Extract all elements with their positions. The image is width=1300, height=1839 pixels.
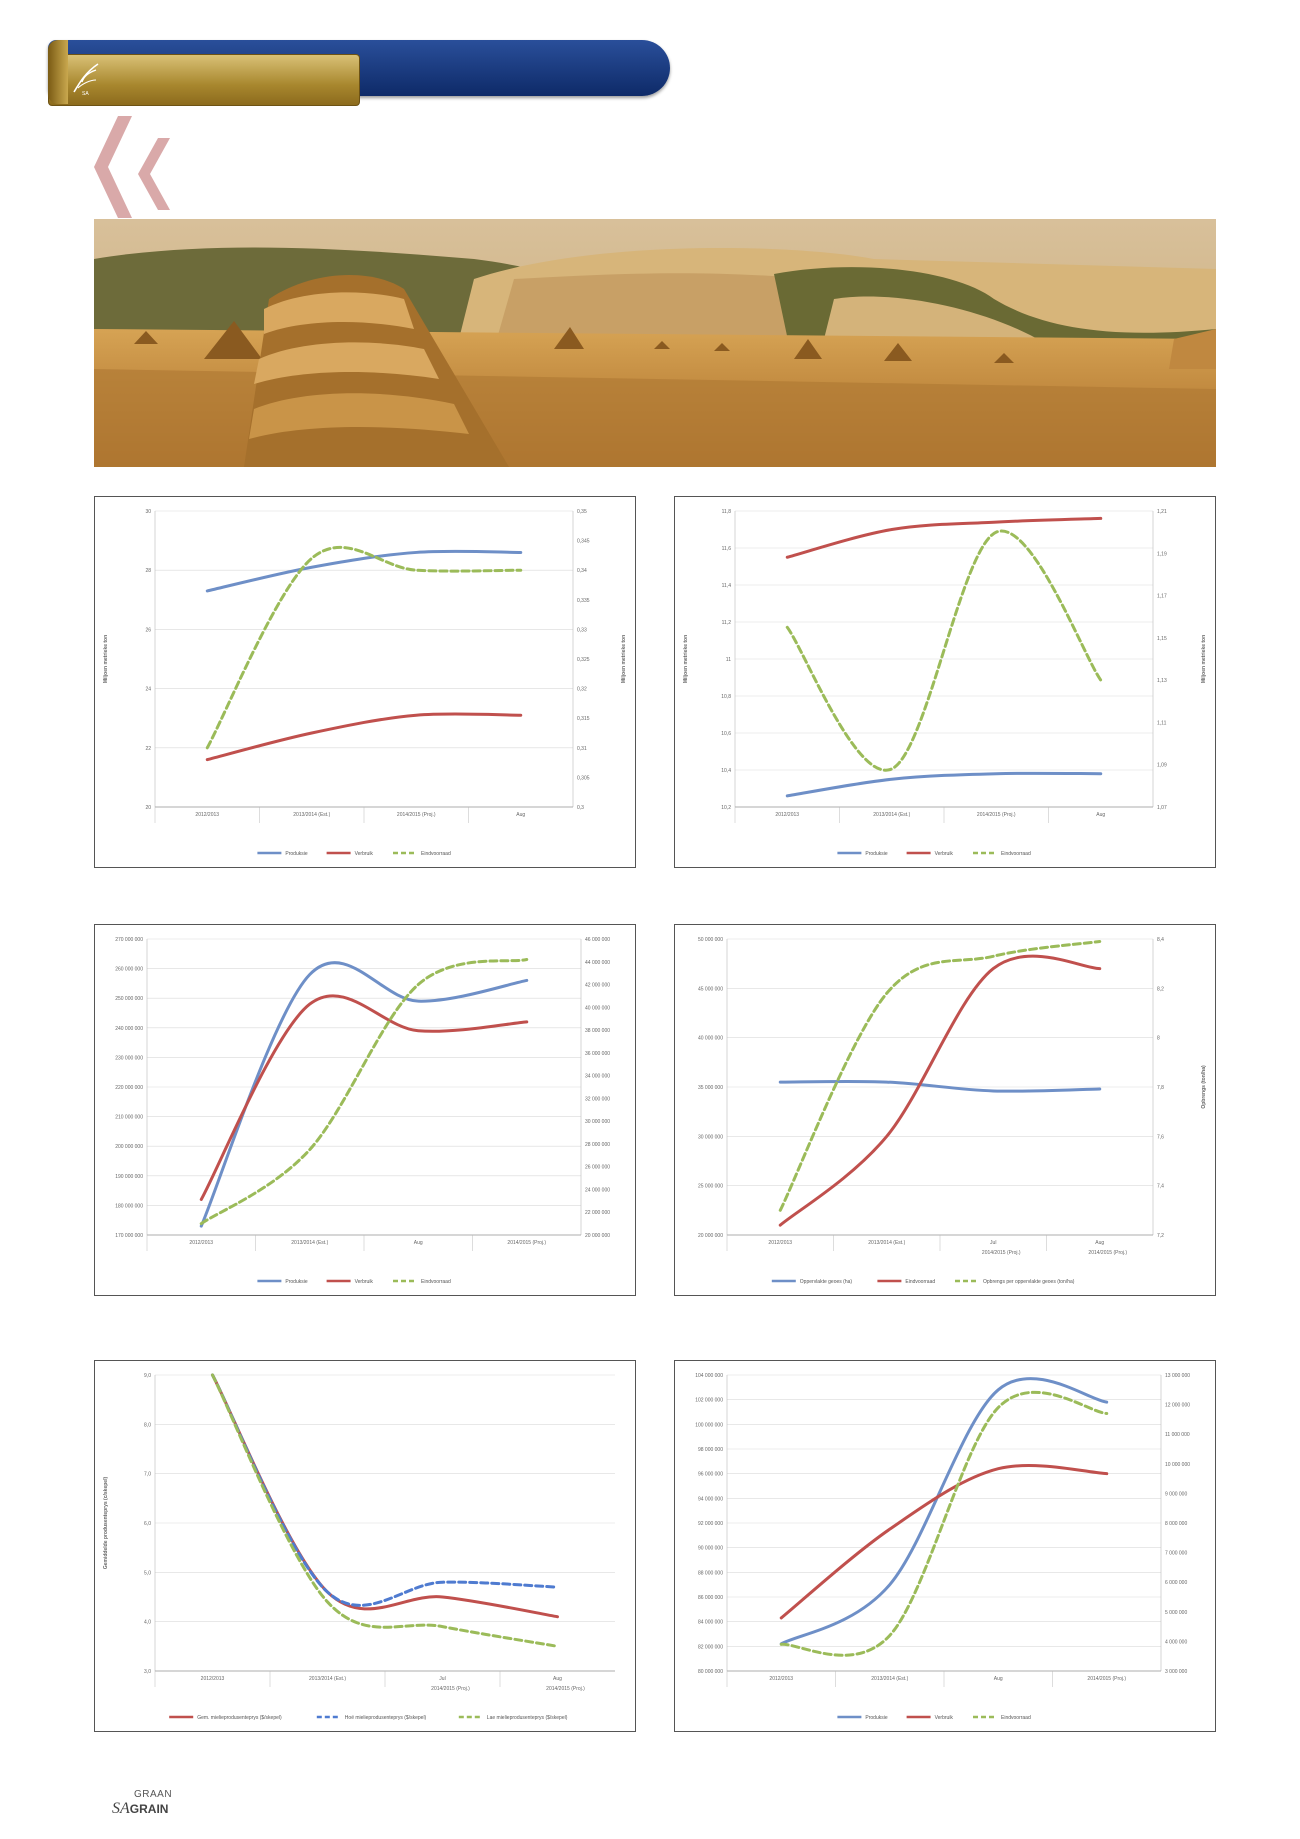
- legend-label: Oppervlakte geoes (ha): [799, 1279, 853, 1285]
- legend-label: Produksie: [285, 851, 308, 857]
- x-tick-label: Aug: [516, 812, 526, 818]
- y-right-tick-label: 40 000 000: [585, 1005, 611, 1012]
- x-tick-label: Aug: [553, 1676, 562, 1682]
- y-left-tick-label: 88 000 000: [697, 1570, 723, 1577]
- line-chart-6: [675, 1361, 1215, 1731]
- x-tick-label: 2012/2013: [195, 812, 220, 818]
- y-left-tick-label: 3,0: [144, 1669, 151, 1675]
- x-tick-sublabel: 2014/2015 (Proj.): [431, 1686, 470, 1692]
- x-tick-sublabel: 2014/2015 (Proj.): [981, 1250, 1021, 1256]
- x-tick-label: 2013/2014 (Est.): [291, 1240, 329, 1246]
- y-left-tick-label: 100 000 000: [695, 1422, 723, 1429]
- x-tick-label: Jul: [990, 1240, 997, 1246]
- legend-label: Eindvoorraad: [421, 851, 451, 857]
- y-right-tick-label: 1,13: [1157, 678, 1167, 685]
- series-line-2: [781, 1465, 1107, 1617]
- y-right-tick-label: 0,3: [577, 805, 584, 811]
- x-tick-label: 2012/2013: [200, 1676, 225, 1682]
- x-tick-label: 2013/2014 (Est.): [868, 1240, 906, 1246]
- y-right-tick-label: 46 000 000: [585, 937, 611, 943]
- y-left-tick-label: 82 000 000: [697, 1644, 723, 1651]
- y-left-tick-label: 11,8: [721, 509, 731, 515]
- series-line-2: [787, 518, 1101, 557]
- x-tick-label: Aug: [413, 1240, 423, 1246]
- y-left-tick-label: 50 000 000: [697, 937, 723, 943]
- y-right-axis-label: Miljoen metrieke ton: [621, 634, 627, 684]
- y-left-tick-label: 10,8: [721, 694, 731, 700]
- wheat-logo-icon: [68, 58, 104, 98]
- series-line-1: [780, 1081, 1100, 1091]
- y-right-tick-label: 1,07: [1157, 805, 1167, 811]
- y-left-tick-label: 11: [725, 657, 731, 663]
- chart-panel-4: [674, 924, 1216, 1296]
- x-tick-sublabel: 2014/2015 (Proj.): [546, 1686, 585, 1692]
- y-left-tick-label: 210 000 000: [115, 1114, 143, 1121]
- y-left-tick-label: 11,4: [721, 583, 731, 589]
- y-right-tick-label: 1,21: [1157, 509, 1167, 515]
- y-right-tick-label: 0,35: [577, 509, 587, 515]
- y-right-tick-label: 32 000 000: [585, 1096, 611, 1103]
- y-left-tick-label: 250 000 000: [115, 996, 143, 1003]
- y-right-tick-label: 38 000 000: [585, 1028, 611, 1035]
- y-right-tick-label: 8: [1157, 1035, 1160, 1042]
- x-tick-label: 2012/2013: [189, 1240, 214, 1246]
- y-right-tick-label: 1,09: [1157, 762, 1167, 769]
- line-chart-2: [675, 497, 1215, 867]
- legend-label: Lae mielieprodusenteprys ($/skepel): [486, 1715, 568, 1721]
- footer-logo-line1: GRAAN: [134, 1789, 173, 1800]
- y-left-tick-label: 10,6: [721, 731, 731, 737]
- series-line-3: [207, 547, 521, 747]
- legend-label: Eindvoorraad: [421, 1279, 451, 1285]
- y-left-tick-label: 35 000 000: [697, 1085, 723, 1091]
- chart-panel-2: [674, 496, 1216, 868]
- y-right-tick-label: 3 000 000: [1165, 1669, 1188, 1675]
- x-tick-label: 2014/2015 (Proj.): [976, 812, 1016, 818]
- chart-panel-1: [94, 496, 636, 868]
- sa-grain-logo: [112, 1789, 192, 1819]
- y-right-tick-label: 7,4: [1157, 1183, 1164, 1190]
- y-right-tick-label: 36 000 000: [585, 1050, 611, 1057]
- y-left-tick-label: 30: [145, 509, 151, 515]
- legend-label: Opbrengs per oppervlakte geoes (ton/ha): [983, 1279, 1075, 1285]
- y-left-tick-label: 260 000 000: [115, 966, 143, 973]
- series-line-3: [780, 941, 1100, 1210]
- y-left-tick-label: 25 000 000: [697, 1183, 723, 1190]
- y-right-tick-label: 30 000 000: [585, 1119, 611, 1126]
- y-right-tick-label: 6 000 000: [1165, 1580, 1188, 1587]
- legend-label: Eindvoorraad: [1001, 851, 1031, 857]
- x-tick-label: Jul: [439, 1676, 446, 1682]
- line-chart-5: [95, 1361, 635, 1731]
- y-right-tick-label: 1,11: [1157, 720, 1167, 727]
- legend-label: Verbruik: [934, 851, 953, 857]
- y-left-tick-label: 5,0: [144, 1570, 151, 1577]
- header-banner-curl: [48, 40, 68, 104]
- legend-label: Verbruik: [354, 851, 373, 857]
- y-left-tick-label: 220 000 000: [115, 1085, 143, 1091]
- y-right-tick-label: 42 000 000: [585, 982, 611, 989]
- svg-text:SA: SA: [82, 91, 89, 97]
- legend-label: Hoë mielieprodusenteprys ($/skepel): [344, 1715, 427, 1721]
- y-right-tick-label: 9 000 000: [1165, 1491, 1188, 1498]
- series-line-3: [787, 531, 1101, 770]
- chart-panel-3: [94, 924, 636, 1296]
- legend-label: Produksie: [865, 851, 888, 857]
- x-tick-label: 2013/2014 (Est.): [873, 812, 911, 818]
- y-right-tick-label: 10 000 000: [1165, 1461, 1191, 1468]
- y-right-axis-label: Opbrengs (ton/ha): [1201, 1065, 1207, 1109]
- series-line-1: [787, 773, 1101, 796]
- y-left-tick-label: 45 000 000: [697, 986, 723, 993]
- y-left-tick-label: 10,4: [721, 768, 731, 774]
- y-right-tick-label: 1,17: [1157, 593, 1167, 600]
- series-line-3: [781, 1392, 1107, 1655]
- y-left-tick-label: 230 000 000: [115, 1055, 143, 1062]
- y-left-axis-label: Miljoen metrieke ton: [683, 634, 689, 684]
- y-left-tick-label: 40 000 000: [697, 1035, 723, 1042]
- y-right-tick-label: 5 000 000: [1165, 1609, 1188, 1616]
- series-line-1: [781, 1379, 1107, 1644]
- y-right-axis-label: Miljoen metrieke ton: [1201, 634, 1207, 684]
- y-left-tick-label: 180 000 000: [115, 1203, 143, 1210]
- y-left-tick-label: 28: [145, 568, 151, 575]
- y-right-tick-label: 0,32: [577, 686, 587, 693]
- y-left-tick-label: 30 000 000: [697, 1134, 723, 1141]
- y-left-tick-label: 92 000 000: [697, 1521, 723, 1527]
- x-tick-label: 2012/2013: [769, 1676, 794, 1682]
- y-right-tick-label: 0,315: [577, 716, 590, 723]
- y-right-tick-label: 0,33: [577, 627, 587, 634]
- y-right-tick-label: 0,325: [577, 657, 590, 663]
- y-right-tick-label: 44 000 000: [585, 959, 611, 966]
- y-left-tick-label: 86 000 000: [697, 1595, 723, 1601]
- y-left-axis-label: Gemiddelde produsenteprys (c/skepel): [103, 1476, 109, 1570]
- line-chart-1: [95, 497, 635, 867]
- y-left-tick-label: 11,2: [721, 620, 731, 626]
- y-right-tick-label: 8,2: [1157, 986, 1164, 993]
- y-left-tick-label: 170 000 000: [115, 1233, 143, 1239]
- x-tick-label: Aug: [1095, 1240, 1105, 1246]
- x-tick-label: Aug: [993, 1676, 1003, 1682]
- x-tick-label: 2013/2014 (Est.): [309, 1676, 346, 1682]
- chart-panel-6: [674, 1360, 1216, 1732]
- series-line-2: [201, 996, 527, 1200]
- y-left-tick-label: 7,0: [144, 1471, 151, 1478]
- footer-logo-sa: SA: [112, 1800, 130, 1817]
- legend-label: Verbruik: [354, 1279, 373, 1285]
- y-left-tick-label: 20 000 000: [697, 1233, 723, 1239]
- footer-logo-line2: [112, 1800, 168, 1818]
- y-left-tick-label: 200 000 000: [115, 1144, 143, 1151]
- y-right-tick-label: 7,8: [1157, 1085, 1164, 1091]
- y-left-tick-label: 98 000 000: [697, 1447, 723, 1453]
- y-right-tick-label: 8,4: [1157, 937, 1164, 943]
- y-right-tick-label: 7 000 000: [1165, 1550, 1188, 1557]
- y-right-tick-label: 34 000 000: [585, 1073, 611, 1080]
- legend-label: Eindvoorraad: [905, 1279, 936, 1285]
- y-right-tick-label: 0,345: [577, 538, 590, 545]
- y-right-tick-label: 20 000 000: [585, 1233, 611, 1239]
- y-left-tick-label: 270 000 000: [115, 937, 143, 943]
- y-right-tick-label: 1,19: [1157, 551, 1167, 558]
- y-left-tick-label: 80 000 000: [697, 1669, 723, 1675]
- y-right-tick-label: 22 000 000: [585, 1210, 611, 1217]
- y-right-tick-label: 0,305: [577, 775, 590, 782]
- legend-label: Produksie: [865, 1715, 888, 1721]
- y-right-tick-label: 8 000 000: [1165, 1521, 1188, 1527]
- y-left-tick-label: 102 000 000: [695, 1397, 723, 1404]
- chevron-left-decoration-icon: [92, 112, 182, 222]
- y-right-tick-label: 13 000 000: [1165, 1373, 1191, 1379]
- x-tick-label: Aug: [1096, 812, 1106, 818]
- y-right-tick-label: 0,31: [577, 745, 587, 752]
- y-right-tick-label: 0,34: [577, 568, 587, 575]
- y-left-tick-label: 9,0: [144, 1373, 151, 1379]
- y-left-tick-label: 104 000 000: [695, 1373, 723, 1379]
- y-left-tick-label: 20: [145, 805, 151, 811]
- y-right-tick-label: 12 000 000: [1165, 1402, 1191, 1409]
- y-right-tick-label: 4 000 000: [1165, 1639, 1188, 1646]
- x-tick-sublabel: 2014/2015 (Proj.): [1088, 1250, 1128, 1256]
- line-chart-4: [675, 925, 1215, 1295]
- y-left-axis-label: Miljoen metrieke ton: [103, 634, 109, 684]
- y-right-tick-label: 24 000 000: [585, 1187, 611, 1194]
- series-line-2: [207, 714, 521, 760]
- legend-label: Gem. mielieprodusenteprys ($/skepel): [197, 1715, 282, 1721]
- x-tick-label: 2014/2015 (Proj.): [507, 1240, 547, 1246]
- y-left-tick-label: 94 000 000: [697, 1496, 723, 1503]
- x-tick-label: 2012/2013: [768, 1240, 793, 1246]
- series-line-1: [213, 1375, 558, 1617]
- y-right-tick-label: 0,335: [577, 597, 590, 604]
- x-tick-label: 2012/2013: [775, 812, 800, 818]
- wheat-field-photo: [94, 219, 1216, 467]
- chart-panel-5: [94, 1360, 636, 1732]
- y-left-tick-label: 24: [145, 686, 151, 693]
- legend-label: Verbruik: [934, 1715, 953, 1721]
- y-left-tick-label: 240 000 000: [115, 1025, 143, 1032]
- y-left-tick-label: 4,0: [144, 1619, 151, 1626]
- x-tick-label: 2014/2015 (Proj.): [1087, 1676, 1127, 1682]
- footer-logo-grain: GRAIN: [129, 1802, 169, 1816]
- y-right-tick-label: 7,6: [1157, 1134, 1164, 1141]
- x-tick-label: 2014/2015 (Proj.): [396, 812, 436, 818]
- y-left-tick-label: 22: [145, 745, 151, 752]
- y-right-tick-label: 1,15: [1157, 635, 1167, 642]
- y-right-tick-label: 11 000 000: [1165, 1432, 1190, 1439]
- line-chart-3: [95, 925, 635, 1295]
- legend-label: Eindvoorraad: [1001, 1715, 1031, 1721]
- y-left-tick-label: 8,0: [144, 1422, 151, 1429]
- y-left-tick-label: 10,2: [721, 805, 731, 811]
- y-left-tick-label: 11,6: [721, 546, 731, 552]
- y-left-tick-label: 26: [145, 627, 151, 634]
- y-left-tick-label: 190 000 000: [115, 1173, 143, 1180]
- y-right-tick-label: 26 000 000: [585, 1164, 611, 1171]
- y-left-tick-label: 90 000 000: [697, 1545, 723, 1552]
- y-left-tick-label: 6,0: [144, 1521, 151, 1527]
- y-right-tick-label: 7,2: [1157, 1233, 1164, 1239]
- x-tick-label: 2013/2014 (Est.): [871, 1676, 909, 1682]
- legend-label: Produksie: [285, 1279, 308, 1285]
- y-right-tick-label: 28 000 000: [585, 1141, 611, 1148]
- y-left-tick-label: 84 000 000: [697, 1619, 723, 1626]
- y-left-tick-label: 96 000 000: [697, 1471, 723, 1478]
- x-tick-label: 2013/2014 (Est.): [293, 812, 331, 818]
